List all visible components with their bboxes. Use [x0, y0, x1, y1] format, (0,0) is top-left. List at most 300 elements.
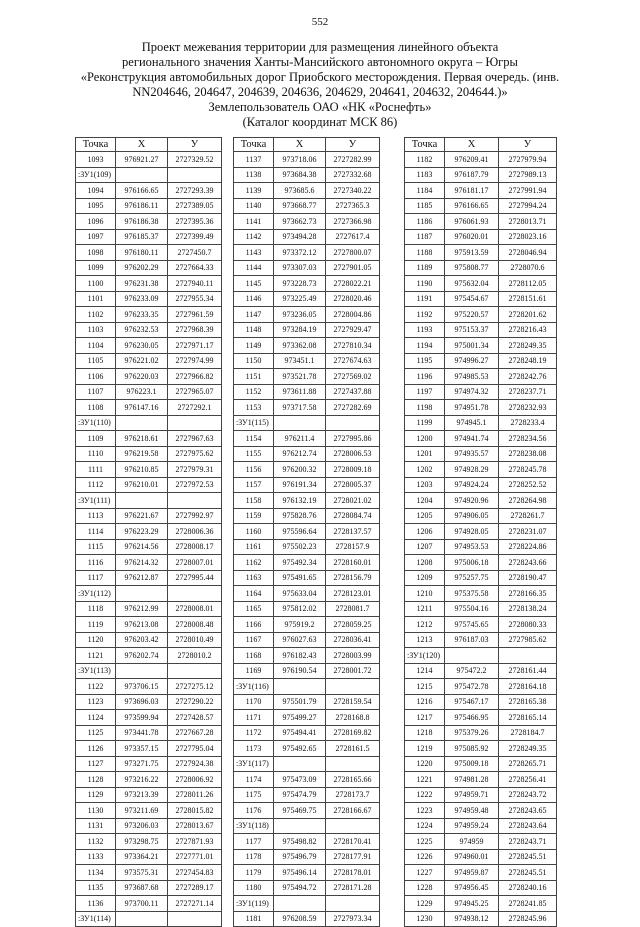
point-cell: 1146: [234, 291, 274, 307]
table-row: [405, 369, 557, 385]
x-cell: 976211.4: [274, 431, 326, 447]
table-row: [405, 911, 557, 927]
y-cell: 2728123.01: [326, 586, 380, 602]
x-cell: 973284.19: [274, 322, 326, 338]
y-cell: 2728003.99: [326, 648, 380, 664]
x-cell: 975919.2: [274, 617, 326, 633]
y-cell: 2727974.99: [168, 353, 222, 369]
table-row: [234, 648, 380, 664]
table-row: [76, 524, 222, 540]
x-cell: 975502.23: [274, 539, 326, 555]
point-cell: 1195: [405, 353, 445, 369]
table-row: [405, 183, 557, 199]
table-row: [405, 245, 557, 261]
x-cell: 975494.41: [274, 725, 326, 741]
y-cell: 2728138.24: [499, 601, 557, 617]
x-cell: 974928.29: [445, 462, 499, 478]
y-cell: 2728248.19: [499, 353, 557, 369]
table-row: [76, 555, 222, 571]
point-cell: 1185: [405, 198, 445, 214]
point-cell: 1221: [405, 772, 445, 788]
table-row: [234, 384, 380, 400]
y-cell: 2728201.62: [499, 307, 557, 323]
table-row: [405, 663, 557, 679]
table-row: [234, 772, 380, 788]
y-cell: 2728020.46: [326, 291, 380, 307]
point-cell: 1182: [405, 152, 445, 168]
x-cell: 974945.1: [445, 415, 499, 431]
x-cell: 975499.27: [274, 710, 326, 726]
empty-cell: [274, 679, 326, 695]
table-row: [405, 524, 557, 540]
point-cell: 1155: [234, 446, 274, 462]
x-cell: 976232.53: [116, 322, 168, 338]
point-cell: 1124: [76, 710, 116, 726]
table-row: [234, 911, 380, 927]
point-cell: 1138: [234, 167, 274, 183]
point-cell: 1226: [405, 849, 445, 865]
y-cell: 2727989.13: [499, 167, 557, 183]
table-row: [234, 477, 380, 493]
x-cell: 975501.79: [274, 694, 326, 710]
y-cell: 2728084.74: [326, 508, 380, 524]
x-cell: 976187.03: [445, 632, 499, 648]
y-cell: 2728164.18: [499, 679, 557, 695]
point-cell: 1183: [405, 167, 445, 183]
point-cell: 1152: [234, 384, 274, 400]
table-row: [405, 276, 557, 292]
point-cell: 1180: [234, 880, 274, 896]
title-line: «Реконструкция автомобильных дорог Приобского месторождения. Первая очередь. (инв.: [80, 70, 560, 84]
x-cell: 975085.92: [445, 741, 499, 757]
table-row: [76, 710, 222, 726]
point-cell: 1169: [234, 663, 274, 679]
point-cell: 1111: [76, 462, 116, 478]
point-cell: 1095: [76, 198, 116, 214]
table-row: [405, 896, 557, 912]
x-cell: 974974.32: [445, 384, 499, 400]
table-row: [76, 229, 222, 245]
x-cell: 976223.1: [116, 384, 168, 400]
table-row: [405, 229, 557, 245]
x-cell: 976185.37: [116, 229, 168, 245]
x-cell: 974935.57: [445, 446, 499, 462]
y-cell: 2728237.71: [499, 384, 557, 400]
x-cell: 975006.18: [445, 555, 499, 571]
y-cell: 2727664.33: [168, 260, 222, 276]
point-cell: 1173: [234, 741, 274, 757]
x-cell: 975472.2: [445, 663, 499, 679]
x-cell: 976203.42: [116, 632, 168, 648]
point-cell: 1101: [76, 291, 116, 307]
y-cell: 2728243.65: [499, 803, 557, 819]
table-row: [76, 152, 222, 168]
y-cell: 2727979.31: [168, 462, 222, 478]
point-cell: 1215: [405, 679, 445, 695]
column-header: У: [499, 138, 557, 152]
point-cell: 1154: [234, 431, 274, 447]
point-cell: 1145: [234, 276, 274, 292]
x-cell: 973307.03: [274, 260, 326, 276]
point-cell: 1217: [405, 710, 445, 726]
y-cell: 2727973.34: [326, 911, 380, 927]
table-row: [234, 570, 380, 586]
table-row: [405, 353, 557, 369]
point-cell: 1153: [234, 400, 274, 416]
x-cell: 974985.53: [445, 369, 499, 385]
point-cell: 1160: [234, 524, 274, 540]
y-cell: 2728232.93: [499, 400, 557, 416]
x-cell: 973225.49: [274, 291, 326, 307]
column-header: Точка: [76, 138, 116, 152]
table-row: [234, 787, 380, 803]
table-row: [405, 307, 557, 323]
point-cell: 1129: [76, 787, 116, 803]
section-label: :ЗУ1(115): [234, 415, 274, 431]
x-cell: 976233.09: [116, 291, 168, 307]
x-cell: 976187.79: [445, 167, 499, 183]
y-cell: 2727292.1: [168, 400, 222, 416]
point-cell: 1172: [234, 725, 274, 741]
table-row: [405, 322, 557, 338]
y-cell: 2727454.83: [168, 865, 222, 881]
x-cell: 973451.1: [274, 353, 326, 369]
x-cell: 975632.04: [445, 276, 499, 292]
section-row: [234, 756, 380, 772]
table-row: [234, 617, 380, 633]
x-cell: 976218.61: [116, 431, 168, 447]
table-row: [405, 756, 557, 772]
point-cell: 1148: [234, 322, 274, 338]
y-cell: 2727399.49: [168, 229, 222, 245]
y-cell: 2728252.52: [499, 477, 557, 493]
point-cell: 1165: [234, 601, 274, 617]
x-cell: 975467.17: [445, 694, 499, 710]
x-cell: 976213.08: [116, 617, 168, 633]
y-cell: 2727450.7: [168, 245, 222, 261]
x-cell: 976208.59: [274, 911, 326, 927]
point-cell: 1220: [405, 756, 445, 772]
empty-cell: [326, 756, 380, 772]
table-header-row: [405, 138, 557, 152]
table-row: [234, 353, 380, 369]
x-cell: 973575.31: [116, 865, 168, 881]
section-row: [234, 818, 380, 834]
x-cell: 976181.17: [445, 183, 499, 199]
point-cell: 1225: [405, 834, 445, 850]
section-row: [76, 167, 222, 183]
section-label: :ЗУ1(110): [76, 415, 116, 431]
table-row: [76, 648, 222, 664]
point-cell: 1127: [76, 756, 116, 772]
table-row: [405, 477, 557, 493]
empty-cell: [274, 756, 326, 772]
point-cell: 1116: [76, 555, 116, 571]
y-cell: 2728166.35: [499, 586, 557, 602]
x-cell: 974959.48: [445, 803, 499, 819]
y-cell: 2728081.7: [326, 601, 380, 617]
section-row: [76, 415, 222, 431]
x-cell: 973271.75: [116, 756, 168, 772]
empty-cell: [168, 493, 222, 509]
table-row: [405, 632, 557, 648]
table-row: [76, 322, 222, 338]
point-cell: 1214: [405, 663, 445, 679]
point-cell: 1164: [234, 586, 274, 602]
table-row: [405, 291, 557, 307]
point-cell: 1207: [405, 539, 445, 555]
y-cell: 2727389.05: [168, 198, 222, 214]
table-row: [76, 772, 222, 788]
x-cell: 975473.09: [274, 772, 326, 788]
point-cell: 1197: [405, 384, 445, 400]
point-cell: 1137: [234, 152, 274, 168]
y-cell: 2727924.38: [168, 756, 222, 772]
table-row: [405, 400, 557, 416]
table-row: [76, 818, 222, 834]
empty-cell: [445, 648, 499, 664]
x-cell: 974959: [445, 834, 499, 850]
table-row: [76, 214, 222, 230]
table-row: [405, 849, 557, 865]
y-cell: 2727428.57: [168, 710, 222, 726]
table-row: [234, 865, 380, 881]
y-cell: 2728036.41: [326, 632, 380, 648]
x-cell: 975496.79: [274, 849, 326, 865]
x-cell: 973494.28: [274, 229, 326, 245]
y-cell: 2728015.82: [168, 803, 222, 819]
column-header: X: [116, 138, 168, 152]
x-cell: 975474.79: [274, 787, 326, 803]
point-cell: 1184: [405, 183, 445, 199]
y-cell: 2728233.4: [499, 415, 557, 431]
y-cell: 2727971.17: [168, 338, 222, 354]
table-row: [76, 400, 222, 416]
table-row: [76, 694, 222, 710]
point-cell: 1162: [234, 555, 274, 571]
y-cell: 2727975.62: [168, 446, 222, 462]
table-row: [405, 198, 557, 214]
table-row: [405, 539, 557, 555]
table-row: [76, 291, 222, 307]
y-cell: 2727667.28: [168, 725, 222, 741]
section-label: :ЗУ1(112): [76, 586, 116, 602]
point-cell: 1108: [76, 400, 116, 416]
table-row: [76, 384, 222, 400]
point-cell: 1105: [76, 353, 116, 369]
x-cell: 973216.22: [116, 772, 168, 788]
x-cell: 974906.05: [445, 508, 499, 524]
x-cell: 973611.88: [274, 384, 326, 400]
table-header-row: [234, 138, 380, 152]
point-cell: 1115: [76, 539, 116, 555]
point-cell: 1159: [234, 508, 274, 524]
x-cell: 975808.77: [445, 260, 499, 276]
table-row: [234, 508, 380, 524]
point-cell: 1122: [76, 679, 116, 695]
x-cell: 976230.05: [116, 338, 168, 354]
y-cell: 2728171.28: [326, 880, 380, 896]
point-cell: 1134: [76, 865, 116, 881]
section-label: :ЗУ1(111): [76, 493, 116, 509]
y-cell: 2728080.33: [499, 617, 557, 633]
y-cell: 2728112.05: [499, 276, 557, 292]
point-cell: 1112: [76, 477, 116, 493]
table-row: [234, 539, 380, 555]
section-label: :ЗУ1(120): [405, 648, 445, 664]
point-cell: 1151: [234, 369, 274, 385]
point-cell: 1208: [405, 555, 445, 571]
point-cell: 1103: [76, 322, 116, 338]
y-cell: 2727995.44: [168, 570, 222, 586]
table-row: [76, 276, 222, 292]
table-row: [405, 384, 557, 400]
x-cell: 976190.54: [274, 663, 326, 679]
table-row: [234, 586, 380, 602]
x-cell: 975596.64: [274, 524, 326, 540]
point-cell: 1117: [76, 570, 116, 586]
y-cell: 2727437.88: [326, 384, 380, 400]
point-cell: 1188: [405, 245, 445, 261]
x-cell: 974951.78: [445, 400, 499, 416]
table-row: [234, 849, 380, 865]
empty-cell: [168, 663, 222, 679]
table-row: [234, 260, 380, 276]
y-cell: 2728231.07: [499, 524, 557, 540]
empty-cell: [274, 415, 326, 431]
y-cell: 2727332.68: [326, 167, 380, 183]
y-cell: 2728177.91: [326, 849, 380, 865]
point-cell: 1218: [405, 725, 445, 741]
point-cell: 1113: [76, 508, 116, 524]
empty-cell: [168, 415, 222, 431]
y-cell: 2727365.3: [326, 198, 380, 214]
empty-cell: [168, 167, 222, 183]
y-cell: 2727992.97: [168, 508, 222, 524]
x-cell: 976020.01: [445, 229, 499, 245]
y-cell: 2727275.12: [168, 679, 222, 695]
y-cell: 2727290.22: [168, 694, 222, 710]
table-row: [234, 307, 380, 323]
y-cell: 2728013.67: [168, 818, 222, 834]
x-cell: 974959.87: [445, 865, 499, 881]
x-cell: 974941.74: [445, 431, 499, 447]
x-cell: 973662.73: [274, 214, 326, 230]
y-cell: 2728004.86: [326, 307, 380, 323]
x-cell: 976219.58: [116, 446, 168, 462]
point-cell: 1132: [76, 834, 116, 850]
point-cell: 1190: [405, 276, 445, 292]
x-cell: 973362.08: [274, 338, 326, 354]
x-cell: 975913.59: [445, 245, 499, 261]
point-cell: 1107: [76, 384, 116, 400]
point-cell: 1177: [234, 834, 274, 850]
y-cell: 2728264.98: [499, 493, 557, 509]
x-cell: 973668.77: [274, 198, 326, 214]
x-cell: 976182.43: [274, 648, 326, 664]
table-row: [234, 632, 380, 648]
y-cell: 2727901.05: [326, 260, 380, 276]
empty-cell: [116, 663, 168, 679]
x-cell: 976202.29: [116, 260, 168, 276]
empty-cell: [168, 586, 222, 602]
x-cell: 976223.29: [116, 524, 168, 540]
point-cell: 1126: [76, 741, 116, 757]
empty-cell: [499, 648, 557, 664]
table-row: [234, 198, 380, 214]
x-cell: 975472.78: [445, 679, 499, 695]
table-row: [234, 803, 380, 819]
x-cell: 975498.82: [274, 834, 326, 850]
point-cell: 1178: [234, 849, 274, 865]
table-row: [234, 338, 380, 354]
coordinate-table-2: [233, 137, 380, 927]
y-cell: 2727965.07: [168, 384, 222, 400]
table-row: [234, 601, 380, 617]
table-row: [234, 229, 380, 245]
point-cell: 1143: [234, 245, 274, 261]
y-cell: 2727340.22: [326, 183, 380, 199]
title-line: Проект межевания территории для размещения линейного объекта: [141, 40, 499, 54]
table-row: [76, 431, 222, 447]
y-cell: 2728008.01: [168, 601, 222, 617]
x-cell: 976166.65: [445, 198, 499, 214]
x-cell: 975828.76: [274, 508, 326, 524]
x-cell: 974920.96: [445, 493, 499, 509]
point-cell: 1161: [234, 539, 274, 555]
section-label: :ЗУ1(119): [234, 896, 274, 912]
point-cell: 1170: [234, 694, 274, 710]
section-label: :ЗУ1(116): [234, 679, 274, 695]
x-cell: 976132.19: [274, 493, 326, 509]
x-cell: 975001.34: [445, 338, 499, 354]
table-row: [76, 617, 222, 633]
x-cell: 976921.27: [116, 152, 168, 168]
table-row: [234, 322, 380, 338]
point-cell: 1144: [234, 260, 274, 276]
point-cell: 1194: [405, 338, 445, 354]
empty-cell: [274, 818, 326, 834]
section-row: [76, 911, 222, 927]
point-cell: 1224: [405, 818, 445, 834]
x-cell: 973213.39: [116, 787, 168, 803]
y-cell: 2727940.11: [168, 276, 222, 292]
y-cell: 2728010.49: [168, 632, 222, 648]
point-cell: 1167: [234, 632, 274, 648]
point-cell: 1223: [405, 803, 445, 819]
x-cell: 974956.45: [445, 880, 499, 896]
point-cell: 1204: [405, 493, 445, 509]
x-cell: 975454.67: [445, 291, 499, 307]
y-cell: 2728009.18: [326, 462, 380, 478]
point-cell: 1149: [234, 338, 274, 354]
table-row: [405, 260, 557, 276]
table-row: [234, 880, 380, 896]
x-cell: 976191.34: [274, 477, 326, 493]
title-line: регионального значения Ханты-Мансийского автономного округа – Югры: [122, 55, 518, 69]
table-row: [234, 291, 380, 307]
point-cell: 1121: [76, 648, 116, 664]
point-cell: 1203: [405, 477, 445, 493]
table-row: [234, 741, 380, 757]
x-cell: 973441.78: [116, 725, 168, 741]
y-cell: 2728011.26: [168, 787, 222, 803]
point-cell: 1106: [76, 369, 116, 385]
y-cell: 2728166.67: [326, 803, 380, 819]
table-row: [405, 617, 557, 633]
table-row: [405, 679, 557, 695]
point-cell: 1139: [234, 183, 274, 199]
